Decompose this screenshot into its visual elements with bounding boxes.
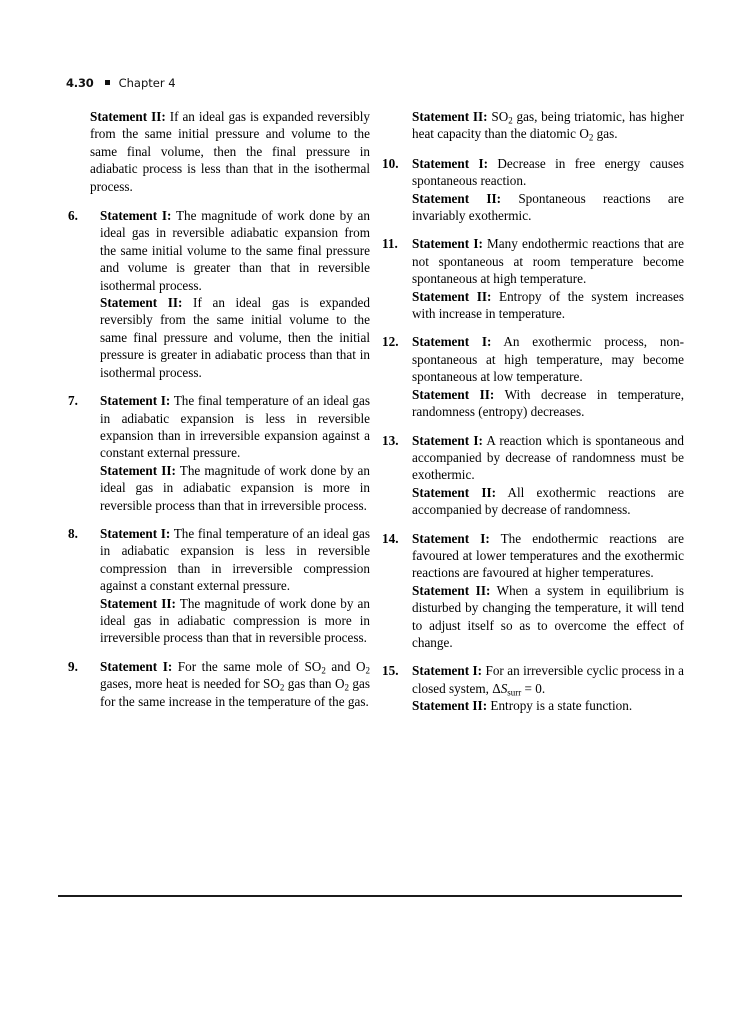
question-item-10 <box>382 155 684 225</box>
statement-two-paragraph <box>412 484 684 519</box>
statement-one-label: Statement I: <box>412 236 483 252</box>
statement-two-paragraph <box>100 294 370 381</box>
statement-one-text: Decrease in free energy causes spontaneous reaction. <box>412 155 684 189</box>
statement-one-paragraph <box>100 525 370 595</box>
statement-two-text: If an ideal gas is expanded reversibly from the same initial pressure and volume to the same final volume, then the final pressure in adiabatic process is less than that in the isothermal process. <box>90 109 370 194</box>
statement-two-text: If an ideal gas is expanded reversibly from the same initial volume to the same final pressure and volume, then the initial pressure is greater in adiabatic process than that in isothermal process. <box>100 295 370 380</box>
statement-two-label: Statement II: <box>100 295 183 311</box>
statement-one-label: Statement I: <box>412 530 490 546</box>
item-number: 13. <box>382 432 399 448</box>
statement-one-paragraph <box>100 207 370 294</box>
statement-one-text: The magnitude of work done by an ideal gas in reversible adiabatic expansion from the same initial volume to the same final pressure and volume is greater than that in reversible isothermal process. <box>100 208 371 293</box>
statement-two-paragraph <box>412 386 684 421</box>
statement-one-paragraph <box>100 392 370 462</box>
statement-one-text: The final temperature of an ideal gas in adiabatic expansion is less in reversible expansion than in irreversible expansion against a constant external pressure. <box>100 393 371 461</box>
statement-two-text: The magnitude of work done by an ideal gas in adiabatic expansion is more in reversible process than that in irreversible process. <box>100 462 370 513</box>
statement-two-paragraph <box>412 108 684 143</box>
statement-one-paragraph <box>100 658 370 710</box>
statement-two-paragraph <box>100 462 370 514</box>
item-number: 7. <box>68 393 78 409</box>
item-number: 15. <box>382 663 399 679</box>
statement-two-label: Statement II: <box>412 582 491 598</box>
item-number: 14. <box>382 530 399 546</box>
question-item-15 <box>382 662 684 714</box>
item-number: 12. <box>382 334 399 350</box>
question-item-8 <box>68 525 370 647</box>
statement-two-paragraph <box>412 190 684 225</box>
statement-two-text: Entropy is a state function. <box>487 698 633 714</box>
statement-one-text: Many endothermic reactions that are not spontaneous at room temperature become spontaneous at high temperature. <box>412 236 684 287</box>
statement-one-paragraph <box>412 530 684 582</box>
statement-one-label: Statement I: <box>412 663 483 679</box>
statement-one-paragraph <box>412 155 684 190</box>
carryover-block-left <box>68 108 370 195</box>
question-item-14 <box>382 530 684 652</box>
statement-two-label: Statement II: <box>412 190 502 206</box>
statement-one-paragraph <box>412 235 684 287</box>
statement-one-label: Statement I: <box>100 208 172 224</box>
statement-one-paragraph <box>412 333 684 385</box>
carryover-block-right <box>382 108 684 143</box>
question-item-9 <box>68 658 370 710</box>
question-item-12 <box>382 333 684 420</box>
page-folio: 4.30 <box>66 76 94 90</box>
statement-two-paragraph <box>412 288 684 323</box>
statement-one-text: An exothermic process, non-spontaneous at high temperature, may become spontaneous at low temperature. <box>412 334 684 385</box>
statement-two-label: Statement II: <box>100 595 176 611</box>
statement-one-label: Statement I: <box>412 155 489 171</box>
footer-rule <box>58 895 682 897</box>
running-header <box>66 76 176 90</box>
item-number: 10. <box>382 155 399 171</box>
statement-two-label: Statement II: <box>412 109 488 124</box>
item-number: 11. <box>382 236 398 252</box>
statement-one-text: For the same mole of $SO_2$ and $O_2$ gases, more heat is needed for $SO_2$ gas than $O_2$ gas for the same increase in the temperature of the gas. <box>100 658 370 709</box>
statement-two-label: Statement II: <box>412 386 495 402</box>
statement-one-label: Statement I: <box>100 393 171 409</box>
statement-two-label: Statement II: <box>412 288 492 304</box>
statement-one-label: Statement I: <box>100 525 171 541</box>
item-number: 8. <box>68 525 78 541</box>
question-item-13 <box>382 432 684 519</box>
statement-one-text: For an irreversible cyclic process in a closed system, $\Delta S_{surr} = 0$. <box>412 663 684 698</box>
chapter-label: Chapter 4 <box>118 76 176 90</box>
statement-two-label: Statement II: <box>412 698 488 714</box>
column-right <box>382 108 684 726</box>
column-left <box>68 108 370 721</box>
statement-one-label: Statement I: <box>412 334 492 350</box>
statement-two-text: When a system in equilibrium is disturbed by changing the temperature, it will tend to adjust itself so as to overcome the effect of change. <box>412 582 684 650</box>
statement-one-paragraph <box>412 662 684 697</box>
statement-one-text: A reaction which is spontaneous and accompanied by decrease of randomness must be exothermic. <box>412 432 684 483</box>
statement-two-paragraph <box>412 582 684 652</box>
statement-two-paragraph <box>100 595 370 647</box>
statement-two-text: All exothermic reactions are accompanied by decrease of randomness. <box>412 484 684 518</box>
statement-one-text: The endothermic reactions are favoured at lower temperatures and the exothermic reactions are favoured at higher temperatures. <box>412 530 684 581</box>
question-item-11 <box>382 235 684 322</box>
question-item-7 <box>68 392 370 514</box>
statement-one-paragraph <box>412 432 684 484</box>
statement-two-label: Statement II: <box>90 109 166 124</box>
item-number: 6. <box>68 208 78 224</box>
statement-two-label: Statement II: <box>412 484 496 500</box>
square-bullet-icon <box>105 80 110 85</box>
statement-two-text: With decrease in temperature, randomness (entropy) decreases. <box>412 386 684 420</box>
statement-two-paragraph <box>412 697 684 714</box>
statement-two-paragraph <box>90 108 370 195</box>
statement-two-text: Entropy of the system increases with increase in temperature. <box>412 288 684 322</box>
statement-two-label: Statement II: <box>100 462 176 478</box>
statement-one-label: Statement I: <box>100 658 173 674</box>
statement-one-label: Statement I: <box>412 432 483 448</box>
statement-two-text: The magnitude of work done by an ideal gas in adiabatic compression is more in irreversible process than that in reversible process. <box>100 595 370 646</box>
statement-two-text: $SO_2$ gas, being triatomic, has higher heat capacity than the diatomic $O_2$ gas. <box>412 109 684 143</box>
statement-two-text: Spontaneous reactions are invariably exothermic. <box>412 190 684 224</box>
statement-one-text: The final temperature of an ideal gas in adiabatic expansion is less in reversible compression than in irreversible compression against a constant external pressure. <box>100 525 371 594</box>
item-number: 9. <box>68 658 78 674</box>
question-item-6 <box>68 207 370 381</box>
